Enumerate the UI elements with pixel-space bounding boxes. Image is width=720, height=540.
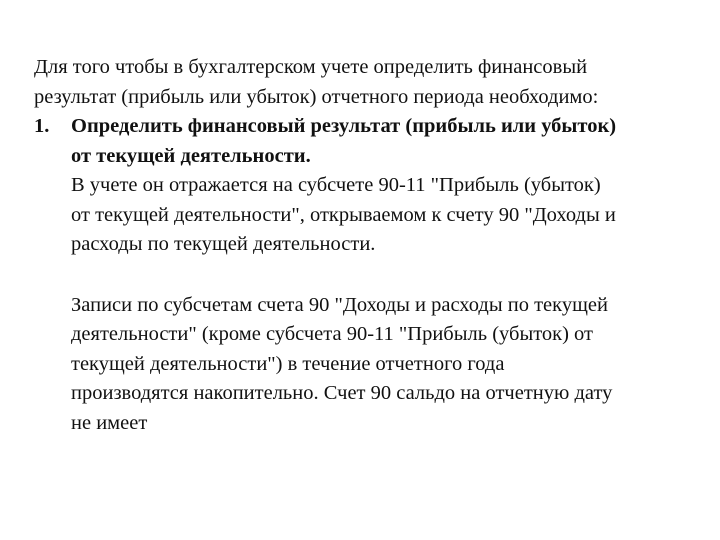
item-heading-line-2: от текущей деятельности. — [71, 144, 311, 167]
paragraph-1-line-2: от текущей деятельности", открываемом к счету 90 "Доходы и — [71, 203, 616, 226]
item-heading-line-1: Определить финансовый результат (прибыль или убыток) — [71, 115, 617, 137]
intro-line-2: результат (прибыль или убыток) отчетного периода необходимо: — [34, 85, 599, 108]
paragraph-2-line-5: не имеет — [71, 411, 148, 434]
paragraph-2-line-2: деятельности" (кроме субсчета 90-11 "Прибыль (убыток) от — [71, 323, 593, 345]
slide-content — [34, 53, 718, 438]
paragraph-1-line-1: В учете он отражается на субсчете 90-11 "Прибыль (убыток) — [71, 174, 601, 196]
paragraph-1-line-3: расходы по текущей деятельности. — [71, 233, 376, 255]
list-item-number: 1. — [34, 115, 50, 137]
paragraph-2-line-3: текущей деятельности") в течение отчетного года — [71, 352, 505, 375]
list-item-1 — [34, 112, 718, 142]
intro-line-1: Для того чтобы в бухгалтерском учете определить финансовый — [34, 56, 588, 78]
paragraph-2-line-4: производятся накопительно. Счет 90 сальдо на отчетную дату — [71, 382, 613, 404]
paragraph-2-line-1: Записи по субсчетам счета 90 "Доходы и расходы по текущей — [71, 293, 608, 316]
paragraph-gap — [34, 260, 718, 291]
